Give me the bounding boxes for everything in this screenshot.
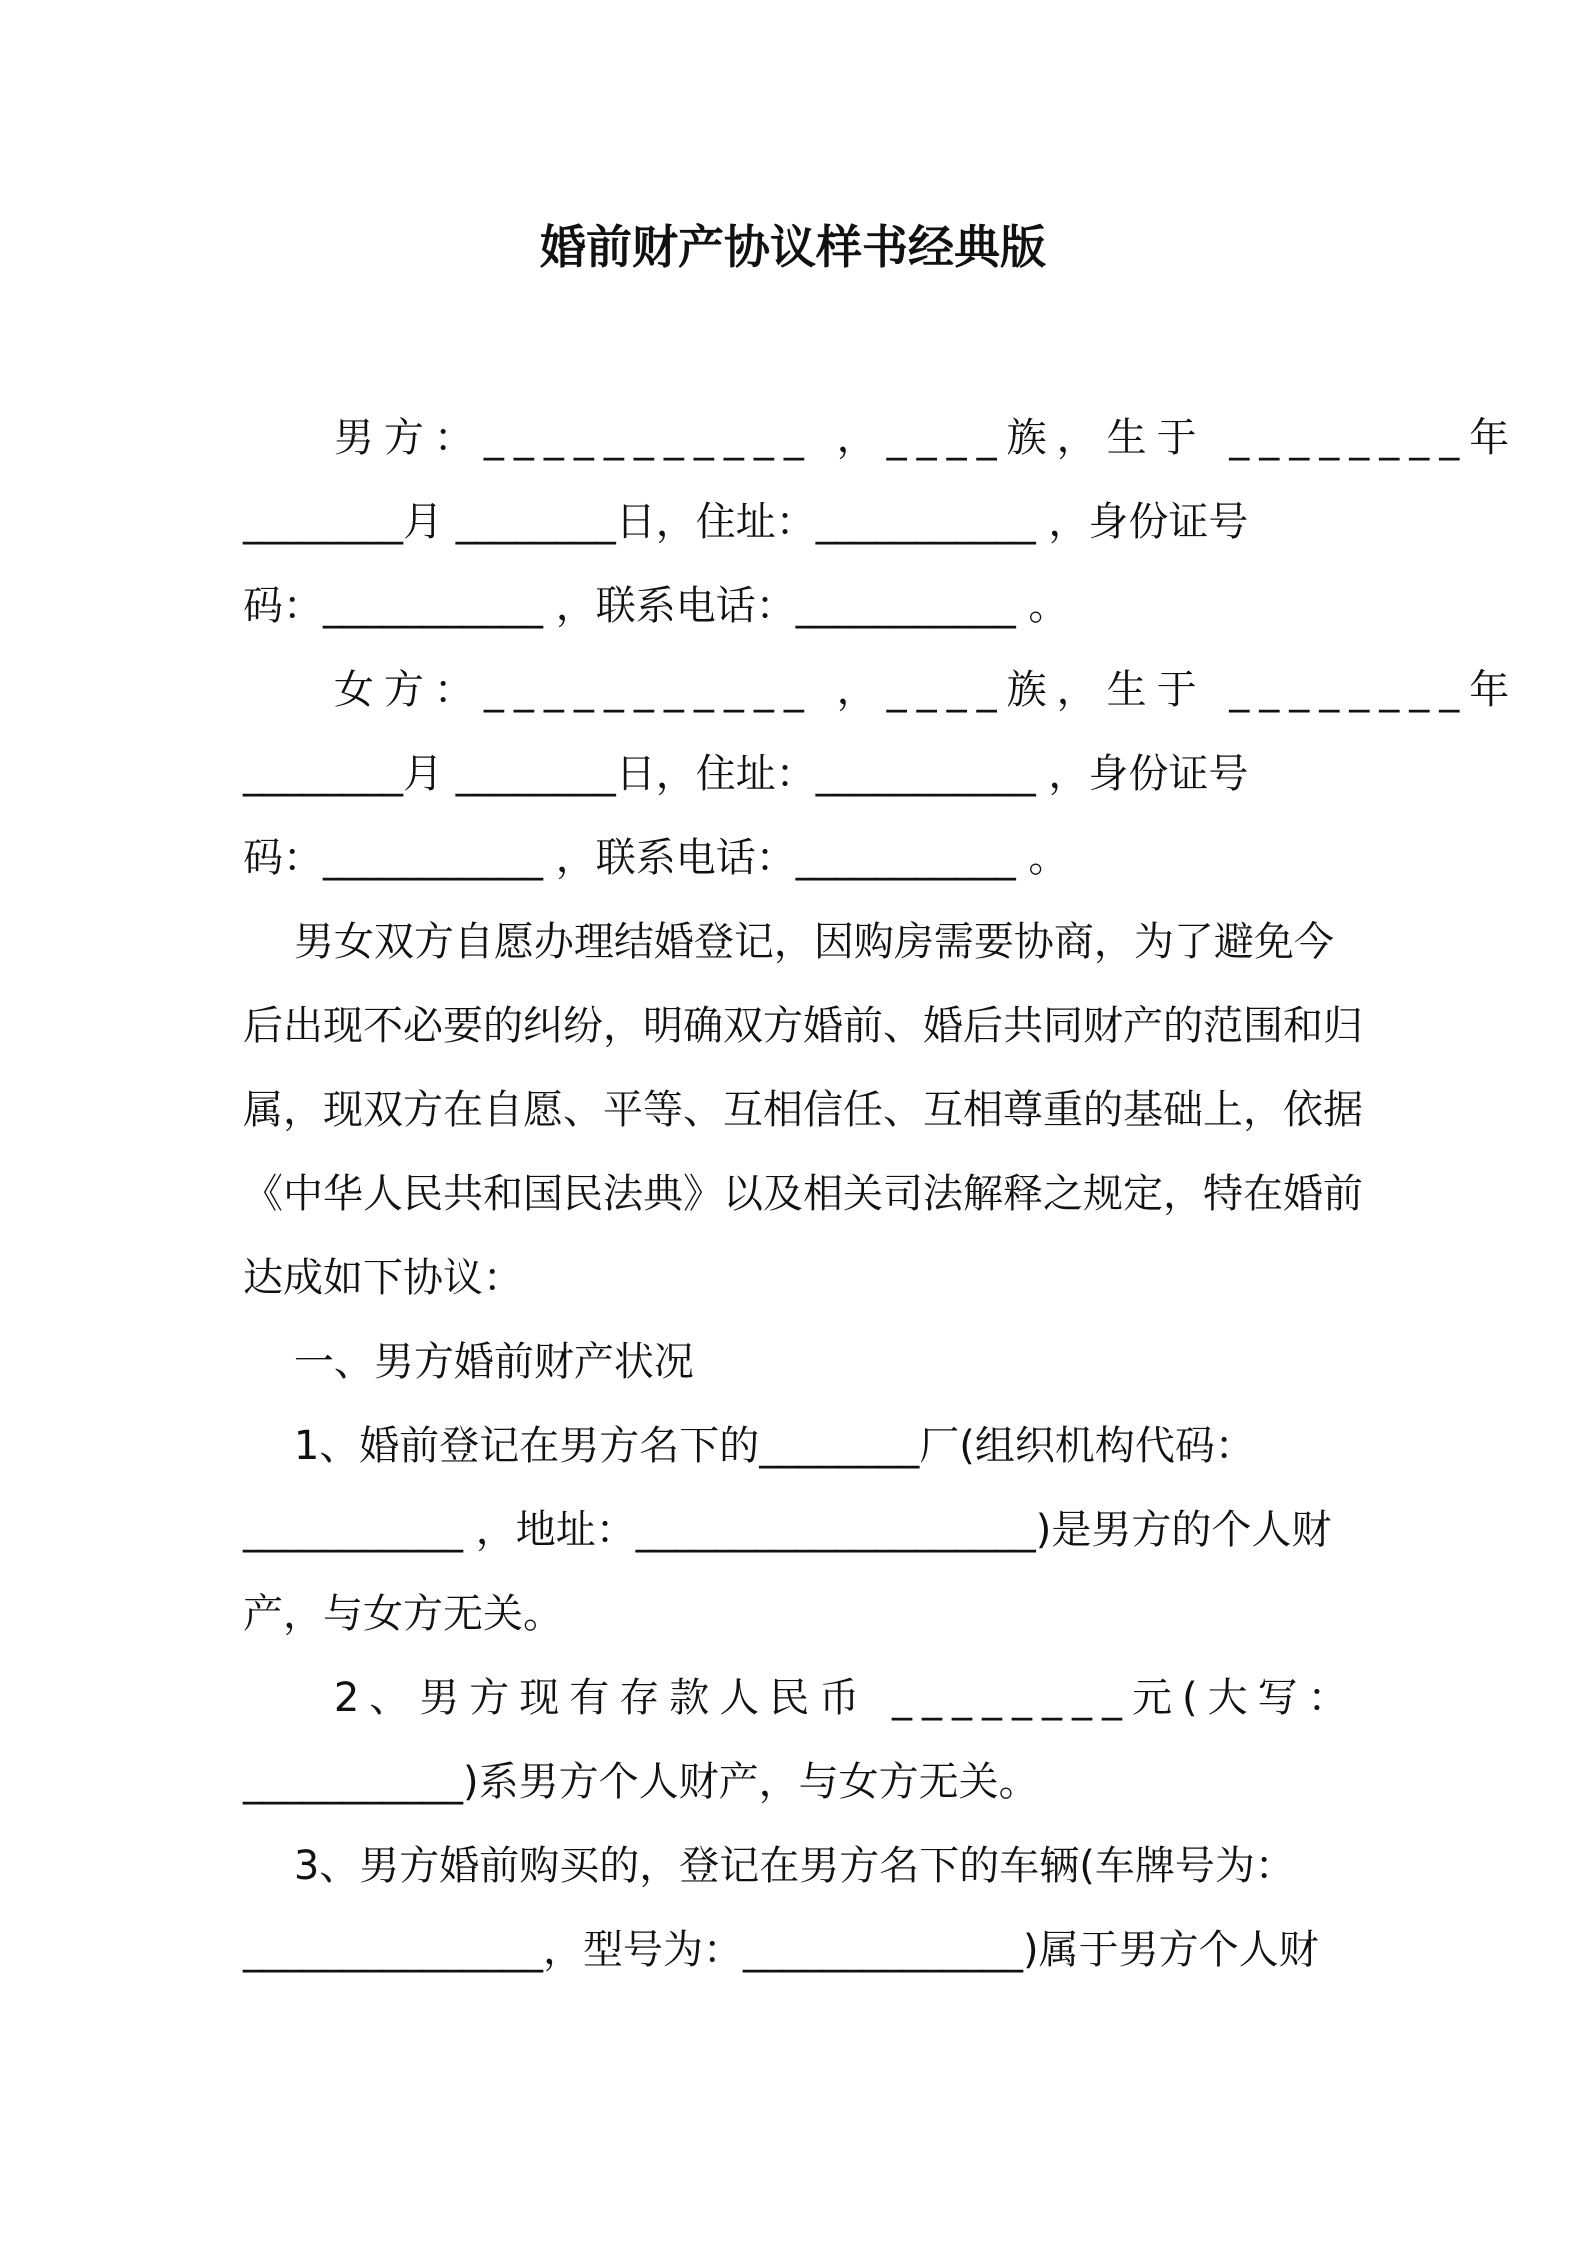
preamble-line-1: 男女双方自愿办理结婚登记，因购房需要协商，为了避免今	[243, 919, 1334, 965]
clause-2-line-2: ___________)系男方个人财产，与女方无关。	[243, 1759, 1039, 1805]
female-party-line-3: 码：___________ ，联系电话：___________ 。	[243, 835, 1069, 881]
clause-1-line-2: ___________ ，地址：____________________)是男方的个人财	[243, 1507, 1332, 1553]
preamble-line-3: 属，现双方在自愿、平等、互相信任、互相尊重的基础上，依据	[243, 1087, 1363, 1133]
clause-2-line-1: 2、男方现有存款人民币 ________元(大写：	[243, 1675, 1358, 1721]
female-party-line-2: ________月 ________日，住址：___________ ，身份证号	[243, 751, 1249, 797]
clause-3-line-1: 3、男方婚前购买的，登记在男方名下的车辆(车牌号为：	[243, 1843, 1295, 1889]
male-party-line-1: 男方：___________ ，____族，生于 ________年	[243, 415, 1520, 461]
section-heading-1: 一、男方婚前财产状况	[243, 1339, 694, 1385]
preamble-line-2: 后出现不必要的纠纷，明确双方婚前、婚后共同财产的范围和归	[243, 1003, 1363, 1049]
female-party-line-1: 女方：___________ ，____族，生于 ________年	[243, 667, 1520, 713]
male-party-line-2: ________月 ________日，住址：___________ ，身份证号	[243, 499, 1249, 545]
preamble-line-5: 达成如下协议：	[243, 1255, 523, 1301]
clause-3-line-2: _______________，型号为：______________)属于男方个人财	[243, 1927, 1319, 1973]
preamble-line-4: 《中华人民共和国民法典》以及相关司法解释之规定，特在婚前	[243, 1171, 1363, 1217]
clause-1-line-3: 产，与女方无关。	[243, 1591, 563, 1637]
male-party-line-3: 码：___________ ，联系电话：___________ 。	[243, 583, 1069, 629]
clause-1-line-1: 1、婚前登记在男方名下的________厂(组织机构代码：	[243, 1423, 1255, 1469]
document-title: 婚前财产协议样书经典版	[540, 220, 1046, 274]
